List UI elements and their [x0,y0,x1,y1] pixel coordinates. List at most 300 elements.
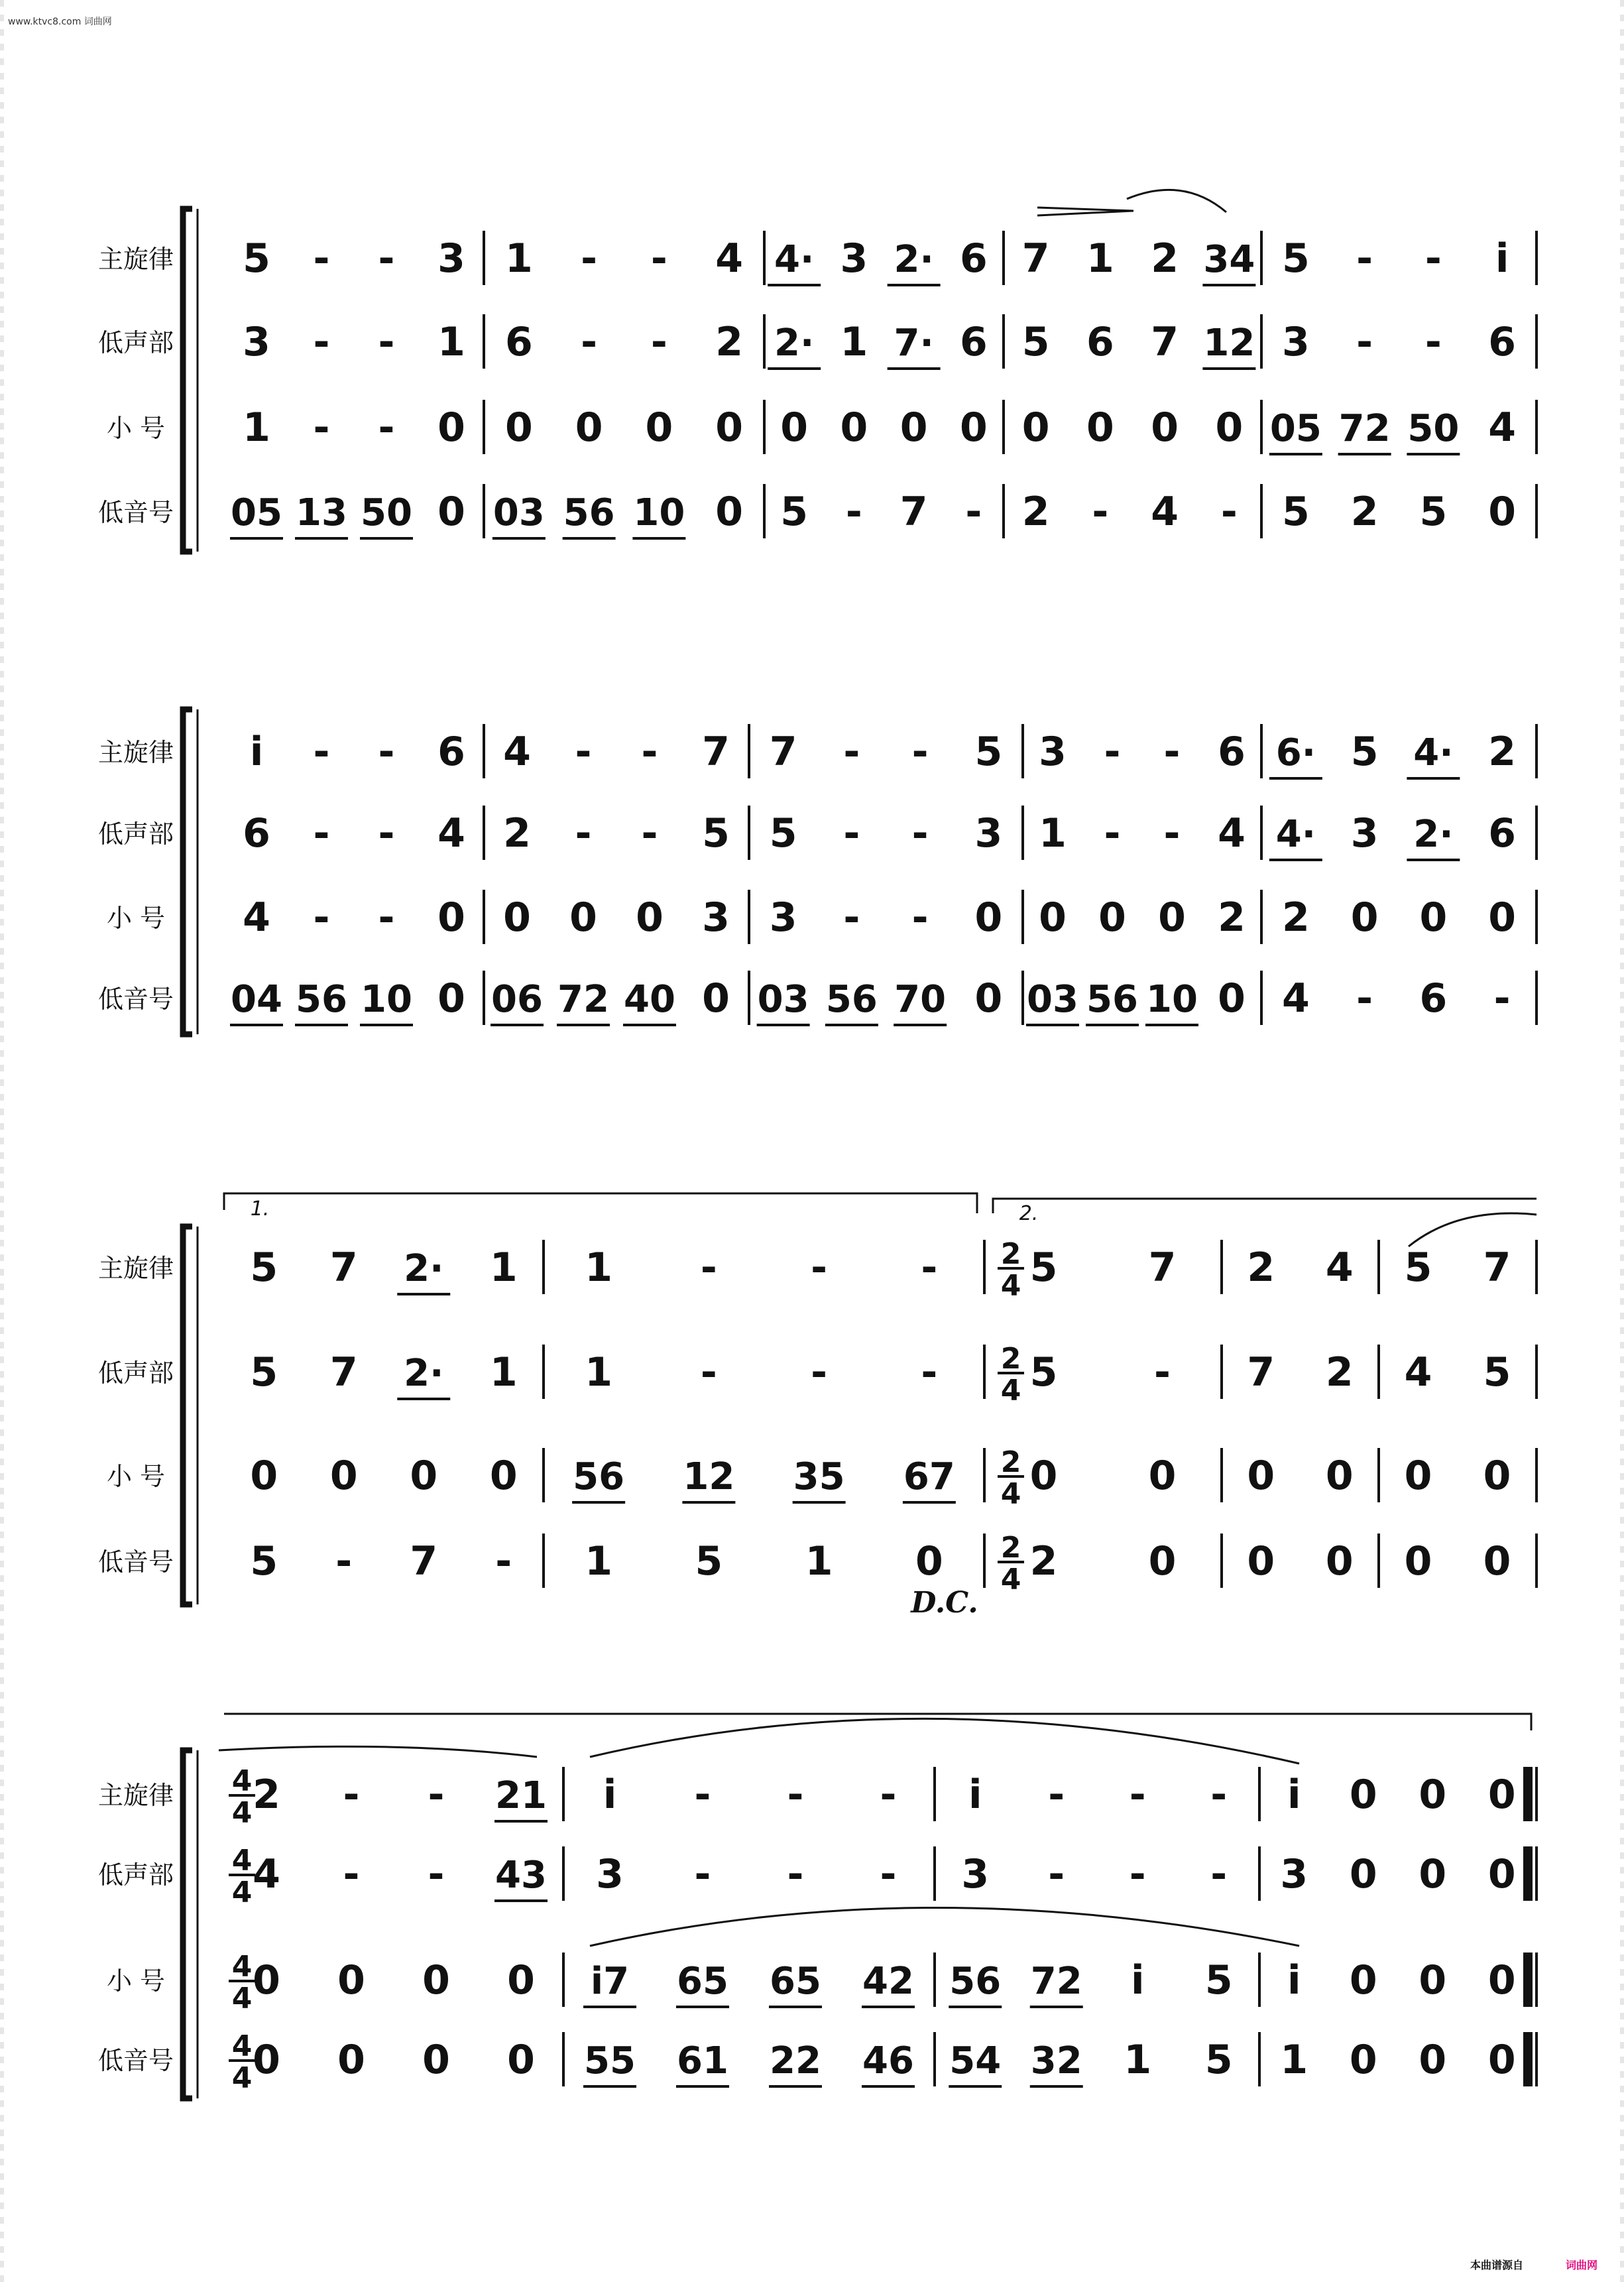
note-s2-melody-m3-3: - [911,729,929,775]
note-s2-alto-m4-3: - [1163,810,1181,857]
note-s2-alto-m1-3: - [378,810,395,857]
note-s4-tuba-m2-2: 61 [677,2039,728,2082]
note-s2-alto-m5-1: 4· [1275,813,1316,856]
note-s3-tuba-m4-2: 0 [1325,1538,1354,1585]
note-s1-trumpet-m1-1: 1 [243,404,270,451]
note-s2-tuba-m5-3: 6 [1419,975,1448,1022]
timesig-4-4-alto-bottom: 4 [231,1876,253,1909]
note-s1-melody-m3-3: 2· [894,238,934,281]
brand-logo: 词曲网 [1566,2259,1598,2271]
note-s2-trumpet-m1-4: 0 [437,894,465,941]
note-s1-alto-m1-3: - [378,319,395,365]
note-s3-trumpet-m3-1: 0 [1029,1453,1058,1499]
note-s2-trumpet-m2-1: 0 [503,894,531,941]
note-s4-melody-m3-1: i [968,1772,982,1818]
note-s4-alto-m3-1: 3 [961,1851,990,1897]
timesig-4-4-trumpet-bottom: 4 [231,1982,253,2015]
note-s1-melody-m1-3: - [378,235,395,282]
note-s1-trumpet-m3-1: 0 [780,404,808,451]
note-s3-melody-m2-4: - [921,1244,938,1291]
note-s1-trumpet-m1-4: 0 [437,404,465,451]
note-s1-tuba-m5-4: 0 [1488,489,1516,535]
note-s1-melody-m4-2: 1 [1086,235,1114,282]
note-s3-alto-m2-1: 1 [585,1349,612,1396]
note-s2-alto-m3-3: - [911,810,929,857]
note-s3-alto-m2-2: - [700,1349,717,1396]
volta-first-bracket [224,1193,977,1213]
slur-s1-melody [1127,190,1226,212]
note-s3-trumpet-m5-2: 0 [1483,1453,1511,1499]
note-s4-melody-m1-2: - [343,1772,360,1818]
note-s4-tuba-m1-4: 0 [507,2037,535,2083]
note-s1-alto-m2-3: - [650,319,667,365]
timesig-2-4-melody-bottom: 4 [1000,1269,1021,1303]
note-s3-alto-m4-2: 2 [1325,1349,1354,1396]
note-s1-melody-m4-3: 2 [1151,235,1179,282]
note-s3-alto-m1-1: 5 [250,1349,278,1396]
timesig-2-4-alto-top: 2 [1000,1342,1021,1376]
note-s3-tuba-m1-1: 5 [250,1538,278,1585]
note-s1-tuba-m1-1: 05 [231,491,282,534]
volta-second-bracket [993,1199,1537,1213]
note-s4-alto-m2-2: - [694,1851,711,1897]
timesig-4-4-alto-top: 4 [231,1844,253,1878]
note-s2-tuba-m4-4: 0 [1218,975,1246,1022]
note-s2-tuba-m5-2: - [1356,975,1373,1022]
note-s2-tuba-m2-2: 72 [557,978,609,1021]
note-s1-alto-m4-2: 6 [1086,319,1114,365]
note-s2-alto-m3-4: 3 [974,810,1003,857]
system-3-bracket [183,1227,192,1604]
note-s1-trumpet-m4-4: 0 [1215,404,1244,451]
note-s4-alto-m3-4: - [1210,1851,1228,1897]
note-s4-melody-m4-1: i [1287,1772,1301,1818]
note-s2-alto-m4-4: 4 [1218,810,1246,857]
note-s1-trumpet-m4-3: 0 [1151,404,1179,451]
note-s2-melody-m3-2: - [843,729,860,775]
note-s3-trumpet-m1-3: 0 [410,1453,438,1499]
note-s4-trumpet-m3-1: 56 [949,1960,1002,2003]
note-s4-tuba-m1-1: 0 [253,2037,280,2083]
note-s3-trumpet-m2-4: 67 [903,1455,955,1498]
note-s3-tuba-m1-2: - [335,1538,353,1585]
note-s1-trumpet-m2-3: 0 [645,404,673,451]
note-s3-melody-m5-2: 7 [1483,1244,1511,1291]
part-label-melody: 主旋律 [97,245,174,274]
volta-first-label: 1. [250,1197,270,1221]
note-s4-melody-m4-3: 0 [1419,1772,1447,1818]
note-s4-tuba-m2-3: 22 [770,2039,821,2082]
part-label-trumpet: 小 号 [106,1462,166,1491]
note-s3-tuba-m5-1: 0 [1404,1538,1432,1585]
note-s2-trumpet-m4-1: 0 [1039,894,1067,941]
note-s3-melody-m4-2: 4 [1325,1244,1354,1291]
note-s2-alto-m1-4: 4 [437,810,465,857]
note-s1-trumpet-m1-3: - [378,404,395,451]
note-s2-trumpet-m5-3: 0 [1419,894,1448,941]
note-s1-trumpet-m4-1: 0 [1021,404,1050,451]
note-s1-trumpet-m5-1: 05 [1269,407,1322,450]
note-s1-alto-m3-4: 6 [960,319,988,365]
note-s3-trumpet-m1-4: 0 [489,1453,518,1499]
note-s1-melody-m5-1: 5 [1282,235,1310,282]
note-s3-melody-m1-2: 7 [329,1244,358,1291]
note-s4-alto-m2-3: - [787,1851,804,1897]
part-label-alto: 低声部 [97,1860,174,1890]
source-label: 本曲谱源自 [1470,2259,1524,2271]
note-s1-trumpet-m3-3: 0 [899,404,928,451]
note-s4-trumpet-m4-1: i [1287,1957,1301,2004]
note-s1-tuba-m1-2: 13 [296,491,347,534]
note-s1-tuba-m4-2: - [1092,489,1109,535]
note-s1-tuba-m4-1: 2 [1021,489,1050,535]
note-s2-tuba-m3-3: 70 [894,978,947,1021]
note-s2-melody-m2-3: - [641,729,658,775]
note-s4-tuba-m4-2: 0 [1349,2037,1377,2083]
note-s3-alto-m2-3: - [811,1349,828,1396]
note-s3-alto-m5-2: 5 [1483,1349,1511,1396]
note-s3-melody-m1-3: 2· [404,1247,444,1290]
note-s4-trumpet-m3-2: 72 [1030,1960,1082,2003]
slur-s4-melody-2 [590,1718,1299,1764]
note-s2-tuba-m5-4: - [1493,975,1511,1022]
timesig-4-4-melody-bottom: 4 [231,1796,253,1830]
note-s1-melody-m3-4: 6 [960,235,988,282]
timesig-2-4-tuba-top: 2 [1000,1531,1021,1565]
note-s3-alto-m4-1: 7 [1247,1349,1275,1396]
note-s1-tuba-m2-4: 0 [715,489,743,535]
note-s4-tuba-m3-2: 32 [1030,2039,1082,2082]
note-s4-alto-m3-2: - [1048,1851,1065,1897]
note-s2-trumpet-m3-2: - [843,894,860,941]
note-s2-trumpet-m1-1: 4 [243,894,270,941]
note-s3-alto-m3-2: - [1154,1349,1171,1396]
note-s1-tuba-m3-2: - [845,489,862,535]
note-s2-melody-m1-4: 6 [437,729,465,775]
note-s4-alto-m1-2: - [343,1851,360,1897]
note-s1-melody-m5-3: - [1424,235,1442,282]
note-s2-tuba-m1-1: 04 [231,978,282,1021]
note-s1-melody-m1-4: 3 [437,235,465,282]
note-s1-alto-m4-4: 12 [1203,322,1255,365]
note-s2-trumpet-m3-3: - [911,894,929,941]
note-s3-melody-m1-1: 5 [250,1244,278,1291]
note-s1-tuba-m2-2: 56 [563,491,615,534]
note-s2-alto-m5-2: 3 [1350,810,1379,857]
note-s1-tuba-m2-1: 03 [493,491,545,534]
note-s2-melody-m5-3: 4· [1413,731,1454,774]
note-s3-trumpet-m2-3: 35 [793,1455,845,1498]
timesig-2-4-trumpet-bottom: 4 [1000,1477,1021,1511]
note-s3-trumpet-m4-1: 0 [1247,1453,1275,1499]
note-s2-tuba-m3-2: 56 [825,978,878,1021]
note-s4-alto-m2-4: - [880,1851,897,1897]
timesig-2-4-tuba-bottom: 4 [1000,1563,1021,1596]
note-s2-melody-m5-4: 2 [1488,729,1516,775]
note-s2-trumpet-m3-1: 3 [769,894,797,941]
note-s2-alto-m2-2: - [575,810,592,857]
note-s4-alto-m4-3: 0 [1419,1851,1447,1897]
note-s4-tuba-m3-3: 1 [1124,2037,1152,2083]
note-s2-melody-m2-1: 4 [503,729,531,775]
note-s2-alto-m2-1: 2 [503,810,531,857]
volta-second-label: 2. [1019,1202,1039,1225]
note-s2-alto-m5-4: 6 [1488,810,1516,857]
note-s2-tuba-m3-4: 0 [974,975,1003,1022]
note-s3-alto-m3-1: 5 [1029,1349,1058,1396]
note-s1-tuba-m5-3: 5 [1419,489,1448,535]
note-s2-trumpet-m1-3: - [378,894,395,941]
note-s1-melody-m3-1: 4· [774,238,815,281]
note-s2-tuba-m5-1: 4 [1282,975,1310,1022]
note-s1-trumpet-m5-2: 72 [1338,407,1391,450]
note-s2-alto-m2-4: 5 [702,810,730,857]
note-s4-melody-m2-3: - [787,1772,804,1818]
note-s3-trumpet-m2-2: 12 [683,1455,735,1498]
final-barline-trumpet [1523,1953,1533,2007]
note-s2-alto-m2-3: - [641,810,658,857]
note-s2-tuba-m3-1: 03 [757,978,809,1021]
note-s1-alto-m1-1: 3 [243,319,270,365]
note-s4-tuba-m1-2: 0 [337,2037,365,2083]
note-s1-alto-m4-3: 7 [1151,319,1179,365]
note-s3-trumpet-m1-1: 0 [250,1453,278,1499]
note-s2-trumpet-m5-2: 0 [1350,894,1379,941]
note-s2-tuba-m1-4: 0 [437,975,465,1022]
part-label-trumpet: 小 号 [106,414,166,443]
system-4-bracket [183,1750,192,2098]
part-label-alto: 低声部 [97,819,174,849]
system-4-top-rule [224,1714,1531,1730]
note-s2-melody-m4-1: 3 [1039,729,1067,775]
note-s4-tuba-m3-4: 5 [1204,2037,1233,2083]
note-s3-alto-m2-4: - [921,1349,938,1396]
note-s1-alto-m3-2: 1 [840,319,868,365]
note-s2-trumpet-m5-4: 0 [1488,894,1516,941]
note-s3-tuba-m1-4: - [495,1538,512,1585]
note-s1-melody-m3-2: 3 [840,235,868,282]
note-s3-trumpet-m5-1: 0 [1404,1453,1432,1499]
note-s1-tuba-m4-3: 4 [1151,489,1179,535]
timesig-4-4-tuba-bottom: 4 [231,2061,253,2095]
note-s1-tuba-m5-2: 2 [1350,489,1379,535]
note-s2-melody-m1-3: - [378,729,395,775]
note-s1-trumpet-m3-4: 0 [960,404,988,451]
note-s3-melody-m5-1: 5 [1404,1244,1432,1291]
note-s4-trumpet-m4-3: 0 [1419,1957,1447,2004]
note-s4-melody-m3-4: - [1210,1772,1228,1818]
timesig-2-4-alto-bottom: 4 [1000,1374,1021,1408]
note-s1-tuba-m4-4: - [1220,489,1238,535]
note-s2-alto-m3-2: - [843,810,860,857]
note-s3-melody-m3-2: 7 [1148,1244,1177,1291]
note-s3-melody-m2-2: - [700,1244,717,1291]
timesig-2-4-trumpet-top: 2 [1000,1445,1021,1479]
note-s1-trumpet-m5-3: 50 [1407,407,1460,450]
note-s4-alto-m1-3: - [428,1851,445,1897]
part-label-trumpet: 小 号 [106,904,166,933]
note-s1-melody-m2-1: 1 [505,235,533,282]
note-s3-trumpet-m1-2: 0 [329,1453,358,1499]
note-s4-alto-m3-3: - [1129,1851,1146,1897]
note-s4-trumpet-m1-1: 0 [253,1957,280,2004]
note-s3-alto-m1-2: 7 [329,1349,358,1396]
note-s3-alto-m1-3: 2· [404,1352,444,1395]
note-s1-alto-m2-4: 2 [715,319,743,365]
site-header: www.ktvc8.com 词曲网 [8,17,112,27]
note-s2-trumpet-m1-2: - [313,894,330,941]
part-label-tuba: 低音号 [97,985,174,1014]
note-s4-trumpet-m3-3: i [1130,1957,1145,2004]
note-s4-melody-m2-2: - [694,1772,711,1818]
note-s3-tuba-m1-3: 7 [410,1538,438,1585]
note-s1-trumpet-m5-4: 4 [1488,404,1516,451]
note-s3-melody-m2-1: 1 [585,1244,612,1291]
note-s4-trumpet-m4-2: 0 [1349,1957,1377,2004]
timesig-4-4-melody-top: 4 [231,1764,253,1798]
note-s2-trumpet-m2-3: 0 [636,894,664,941]
note-s4-tuba-m4-1: 1 [1280,2037,1308,2083]
note-s4-melody-m2-1: i [603,1772,617,1818]
note-s2-melody-m5-1: 6· [1275,731,1316,774]
timesig-4-4-tuba-top: 4 [231,2029,253,2063]
note-s4-alto-m1-4: 43 [495,1854,547,1897]
note-s2-melody-m2-2: - [575,729,592,775]
note-s1-tuba-m1-4: 0 [437,489,465,535]
slur-s3-melody [1409,1213,1537,1246]
note-s3-trumpet-m3-2: 0 [1148,1453,1177,1499]
part-label-alto: 低声部 [97,1358,174,1388]
note-s4-trumpet-m1-2: 0 [337,1957,365,2004]
note-s4-trumpet-m1-4: 0 [507,1957,535,2004]
note-s2-melody-m4-3: - [1163,729,1181,775]
note-s2-melody-m5-2: 5 [1350,729,1379,775]
note-s2-tuba-m2-3: 40 [624,978,675,1021]
note-s2-alto-m3-1: 5 [769,810,797,857]
note-s1-melody-m4-4: 34 [1203,238,1255,281]
note-s1-tuba-m3-4: - [965,489,982,535]
note-s3-tuba-m3-2: 0 [1148,1538,1177,1585]
note-s1-tuba-m1-3: 50 [361,491,412,534]
note-s1-trumpet-m2-1: 0 [505,404,533,451]
part-label-melody: 主旋律 [97,738,174,767]
note-s4-melody-m1-3: - [428,1772,445,1818]
final-barline-melody [1523,1767,1533,1821]
note-s2-tuba-m1-3: 10 [361,978,412,1021]
note-s1-melody-m5-4: i [1495,235,1509,282]
note-s3-alto-m1-4: 1 [489,1349,518,1396]
note-s3-alto-m5-1: 4 [1404,1349,1432,1396]
note-s4-tuba-m2-1: 55 [584,2039,636,2082]
system-1-bracket [183,209,192,552]
note-s4-alto-m4-4: 0 [1487,1851,1516,1897]
part-label-melody: 主旋律 [97,1254,174,1283]
crescendo-hairpin [1037,208,1133,215]
note-s1-trumpet-m1-2: - [313,404,330,451]
note-s1-trumpet-m2-4: 0 [715,404,743,451]
note-s2-tuba-m2-4: 0 [702,975,730,1022]
final-barline-alto [1523,1846,1533,1901]
part-label-alto: 低声部 [97,328,174,357]
note-s1-melody-m1-2: - [313,235,330,282]
part-label-tuba: 低音号 [97,1547,174,1577]
note-s2-trumpet-m4-4: 2 [1218,894,1246,941]
note-s3-tuba-m2-3: 1 [805,1538,833,1585]
note-s2-melody-m2-4: 7 [702,729,730,775]
timesig-2-4-melody-top: 2 [1000,1237,1021,1271]
note-s2-trumpet-m5-1: 2 [1282,894,1310,941]
note-s2-melody-m3-4: 5 [974,729,1003,775]
part-label-melody: 主旋律 [97,1781,174,1810]
note-s4-melody-m4-2: 0 [1349,1772,1377,1818]
note-s1-melody-m2-2: - [581,235,598,282]
note-s3-trumpet-m2-1: 56 [573,1455,625,1498]
note-s1-alto-m2-1: 6 [505,319,533,365]
note-s1-melody-m1-1: 5 [243,235,270,282]
note-s1-trumpet-m3-2: 0 [840,404,868,451]
note-s4-trumpet-m4-4: 0 [1487,1957,1516,2004]
note-s4-trumpet-m2-1: i7 [590,1960,630,2003]
note-s1-alto-m4-1: 5 [1021,319,1050,365]
note-s1-trumpet-m2-2: 0 [575,404,603,451]
note-s2-alto-m4-2: - [1104,810,1121,857]
note-s1-alto-m5-3: - [1424,319,1442,365]
note-s4-alto-m2-1: 3 [596,1851,624,1897]
timesig-4-4-trumpet-top: 4 [231,1950,253,1984]
part-label-trumpet: 小 号 [106,1966,166,1996]
note-s3-melody-m1-4: 1 [489,1244,518,1291]
note-s2-tuba-m4-3: 10 [1146,978,1198,1021]
note-s1-melody-m5-2: - [1356,235,1373,282]
note-s1-melody-m4-1: 7 [1021,235,1050,282]
note-s1-alto-m5-4: 6 [1488,319,1516,365]
note-s3-tuba-m5-2: 0 [1483,1538,1511,1585]
part-label-tuba: 低音号 [97,498,174,527]
note-s2-tuba-m1-2: 56 [296,978,347,1021]
note-s4-melody-m1-4: 21 [495,1774,547,1817]
note-s1-tuba-m3-1: 5 [780,489,808,535]
note-s2-trumpet-m3-4: 0 [974,894,1003,941]
note-s2-trumpet-m4-2: 0 [1098,894,1126,941]
note-s2-melody-m4-2: - [1104,729,1121,775]
final-barline-tuba [1523,2032,1533,2086]
note-s1-alto-m3-1: 2· [774,322,815,365]
slur-s4-melody-1 [219,1746,537,1757]
part-label-tuba: 低音号 [97,2046,174,2075]
note-s2-melody-m1-1: i [249,729,264,775]
note-s4-melody-m4-4: 0 [1487,1772,1516,1818]
note-s2-alto-m4-1: 1 [1039,810,1067,857]
note-s4-alto-m4-2: 0 [1349,1851,1377,1897]
note-s2-trumpet-m4-3: 0 [1158,894,1186,941]
note-s2-tuba-m4-2: 56 [1086,978,1138,1021]
note-s2-trumpet-m2-4: 3 [702,894,730,941]
note-s2-melody-m3-1: 7 [769,729,797,775]
note-s1-tuba-m3-3: 7 [899,489,928,535]
note-s2-alto-m1-1: 6 [243,810,270,857]
note-s1-alto-m1-2: - [313,319,330,365]
note-s4-trumpet-m2-4: 42 [862,1960,914,2003]
note-s4-melody-m3-3: - [1129,1772,1146,1818]
slur-s4-trumpet [590,1908,1299,1947]
note-s2-melody-m4-4: 6 [1218,729,1246,775]
note-s4-tuba-m3-1: 54 [949,2039,1002,2082]
note-s2-alto-m1-2: - [313,810,330,857]
note-s3-tuba-m2-1: 1 [585,1538,612,1585]
note-s2-tuba-m2-1: 06 [491,978,543,1021]
note-s1-alto-m2-2: - [581,319,598,365]
note-s4-tuba-m2-4: 46 [862,2039,914,2082]
